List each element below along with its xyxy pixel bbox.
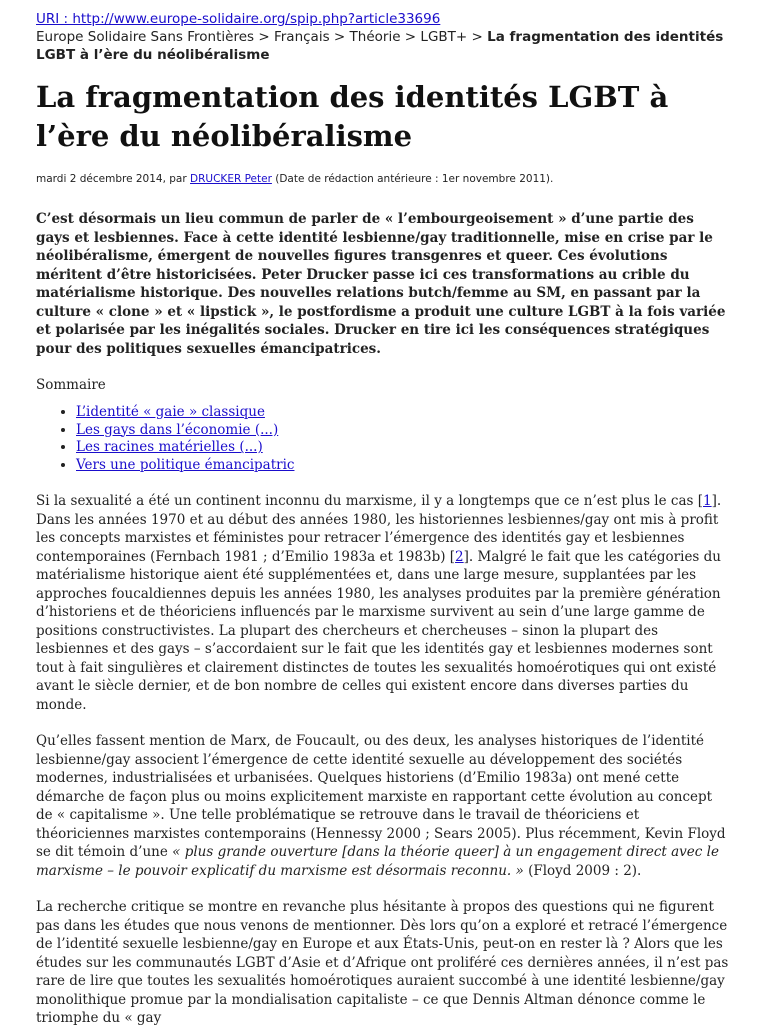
sommaire-title: Sommaire bbox=[36, 377, 106, 393]
breadcrumb-sep: > bbox=[400, 29, 421, 45]
body-paragraph-2 bbox=[36, 732, 732, 880]
breadcrumb-current: La fragmentation des identités LGBT à l’ère du néolibéralisme bbox=[36, 29, 724, 63]
list-item bbox=[76, 439, 732, 457]
sommaire-list bbox=[36, 404, 732, 474]
text-segment: (Floyd 2009 : 2). bbox=[523, 862, 642, 879]
sommaire-link[interactable]: Les racines matérielles (...) bbox=[76, 439, 263, 455]
breadcrumb-item-site[interactable]: Europe Solidaire Sans Frontières bbox=[36, 29, 255, 45]
text-segment: Qu’elles fassent mention de Marx, de Foucault, ou des deux, les analyses historiques de l’identité lesbienne/gay associent l’émergence de cette identité sexuelle au développement des sociétés modernes, industrialisées et urbanisées. Quelques historiens (d’Emilio 1983a) ont mené cette démarche de façon plus ou moins explicitement marxiste en rapportant cette évolution au concept de « capitalisme ». Une telle problématique se retrouve dans le travail de théoriciens et théoriciennes marxistes contemporains (Hennessy 2000 ; Sears 2005). Plus récemment, Kevin Floyd se dit témoin d’une bbox=[36, 733, 726, 860]
list-item bbox=[76, 404, 732, 422]
breadcrumb-sep: > bbox=[467, 29, 488, 45]
article-date: mardi 2 décembre 2014, par bbox=[36, 173, 191, 185]
breadcrumb-item-language[interactable]: Français bbox=[273, 29, 330, 45]
list-item bbox=[76, 422, 732, 440]
footnote-link-1[interactable]: 1 bbox=[703, 493, 712, 509]
uri-link[interactable]: URI : http://www.europe-solidaire.org/spip.php?article33696 bbox=[36, 11, 441, 27]
article-lead: C’est désormais un lieu commun de parler de « l’embourgeoisement » d’une partie des gays et lesbiennes. Face à cette identité lesbienne/gay traditionnelle, mise en crise par le néolibéralisme, émergent de nouvelles figures transgenres et queer. Ces évolutions méritent d’être historicisées. Peter Drucker passe ici ces transformations au crible du matérialisme historique. Des nouvelles relations butch/femme au SM, en passant par la culture « clone » et « lipstick », le postfordisme a produit une culture LGBT à la fois variée et polarisée par les inégalités sociales. Drucker en tire ici les conséquences stratégiques pour des politiques sexuelles émancipatrices. bbox=[36, 211, 726, 357]
body-paragraph-1 bbox=[36, 492, 732, 714]
article-meta bbox=[36, 172, 732, 186]
author-link[interactable]: DRUCKER Peter bbox=[190, 173, 272, 185]
uri-line bbox=[36, 10, 732, 28]
quote: « plus grande ouverture [dans la théorie queer] à un engagement direct avec le marxisme – le pouvoir explicatif du marxisme est désormais reconnu. » bbox=[36, 844, 719, 879]
breadcrumb-sep: > bbox=[254, 29, 274, 45]
list-item bbox=[76, 457, 732, 475]
breadcrumb-item-lgbt[interactable]: LGBT+ bbox=[420, 29, 468, 45]
text-segment: ]. Malgré le fait que les catégories du matérialisme historique aient été supplémentées et, dans une large mesure, supplantées par les approches foucaldiennes depuis les années 1980, les analyses produites par la première génération d’historiens et de théoriciens influencés par le marxisme survivent au sein d’une large gamme de positions constructivistes. La plupart des chercheurs et chercheuses – sinon la plupart des lesbiennes et des gays – s’accordaient sur le fait que les identités gay et lesbiennes modernes sont tout à fait singulières et clairement distinctes de toutes les sexualités homoérotiques qui ont existé avant le siècle dernier, et de bon nombre de celles qui existent encore dans diverses parties du monde. bbox=[36, 548, 721, 713]
sommaire-link[interactable]: L’identité « gaie » classique bbox=[76, 404, 265, 420]
page-title: La fragmentation des identités LGBT à l’ère du néolibéralisme bbox=[36, 80, 669, 153]
text-segment: Si la sexualité a été un continent inconnu du marxisme, il y a longtemps que ce n’est plus le cas [ bbox=[36, 493, 703, 509]
text-segment: ]. Dans les années 1970 et au début des années 1980, les historiennes lesbiennes/gay ont mis à profit les concepts marxistes et féministes pour retracer l’émergence des identités gay et lesbiennes contemporaines (Fernbach 1981 ; d’Emilio 1983a et 1983b) [ bbox=[36, 493, 722, 565]
breadcrumb-item-theory[interactable]: Théorie bbox=[349, 29, 401, 45]
body-paragraph-3: La recherche critique se montre en revanche plus hésitante à propos des questions qui ne figurent pas dans les études que nous venons de mentionner. Dès lors qu’on a exploré et retracé l’émergence de l’identité sexuelle lesbienne/gay en Europe et aux États-Unis, peut-on en rester là ? Alors que les études sur les communautés LGBT d’Asie et d’Afrique ont proliféré ces dernières années, il n’est pas rare de lire que toutes les sexualités homoérotiques auraient succombé à une identité lesbienne/gay monolithique promue par la mondialisation capitaliste – ce que Dennis Altman dénonce comme le triomphe du « gay bbox=[36, 899, 729, 1026]
article-meta-suffix: (Date de rédaction antérieure : 1er novembre 2011). bbox=[271, 173, 554, 185]
sommaire-link[interactable]: Les gays dans l’économie (...) bbox=[76, 421, 279, 438]
breadcrumb-sep: > bbox=[329, 29, 350, 45]
breadcrumb bbox=[36, 28, 732, 64]
footnote-link-2[interactable]: 2 bbox=[455, 548, 464, 565]
sommaire-link[interactable]: Vers une politique émancipatric bbox=[76, 456, 295, 473]
